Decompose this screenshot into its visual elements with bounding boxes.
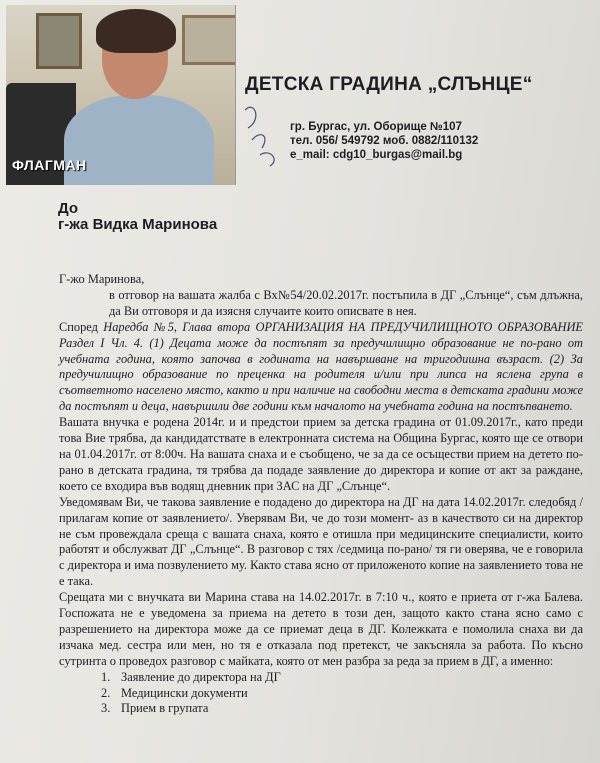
- list-item: 1. Заявление до директора на ДГ: [101, 669, 281, 684]
- paragraph-regulation: [59, 320, 583, 415]
- recipient-name: г-жа Видка Маринова: [58, 216, 218, 233]
- regulation-quote: Наредба №5, Глава втора ОРГАНИЗАЦИЯ НА ПРЕДУЧИЛИЩНОТО ОБРАЗОВАНИЕ Раздел I Чл. 4. (1) Децата може да постъпят за предучилищно образование не по-рано от учебната година, която започва в годината на навършване на тригодишна възраст. (2) За предучилищно образование по преценка на родителя и/или при липса на яслена група в съответното населено място, както и при наличие на свободни места в детската градини може да постъпят и деца, навършили две години към началото на учебната година на постъпването.: [59, 319, 583, 414]
- list-item: 3. Прием в групата: [101, 701, 209, 716]
- portrait-photo: [6, 5, 236, 185]
- paragraph-granddaughter: Вашата внучка е родена 2014г. и и предстои прием за детска градина от 01.09.2017г., като преди това Вие трябва, да кандидатствате в електронната система на Община Бургас, която ще се отвори на 01.04.2017г. от 8:00ч. На вашата снаха и е съобщено, че за да се осъществи прием на детето по- рано в детската градина, тя трябва да подаде заявление до директора и копие от акт за раждане, което се входира във водящ дневник при ЗАС на ДГ „Слънце“.: [59, 415, 583, 493]
- recipient-label: До: [58, 200, 79, 217]
- wall-picture: [182, 15, 236, 65]
- salutation: Г-жо Маринова,: [59, 272, 145, 286]
- list-item: 2. Медицински документи: [101, 685, 248, 700]
- school-name: ДЕТСКА ГРАДИНА „СЛЪНЦЕ“: [245, 74, 533, 95]
- admission-steps-list: [59, 670, 583, 718]
- person-hair: [96, 9, 176, 53]
- paragraph-application: Уведомявам Ви, че такова заявление е подадено до директора на ДГ на дата 14.02.2017г. следобяд /прилагам копие от заявлението/. Уверявам Ви, че до този момент- аз в качеството си на директор не съм провеждала среща с вашата снаха, която е отишла при медицинските специалисти, които работят и обслужват ДГ „Слънце“. В разговор с тях /седмица по-рано/ тя ги оверява, че е говорила с директора и има позвулението му. Както става ясно от приложеното копие на заявлението това не е така.: [59, 494, 583, 589]
- school-phone: тел. 056/ 549792 моб. 0882/110132: [290, 135, 479, 147]
- wall-picture: [36, 13, 82, 69]
- paragraph-reply: в отговор на вашата жалба с Вх№54/20.02.2017г. постъпила в ДГ „Слънце“, съм длъжна, да Ви отговоря и да изясня случаите които описвате в нея.: [109, 287, 583, 318]
- school-address: гр. Бургас, ул. Оборище №107: [290, 121, 462, 133]
- watermark-logo: ФЛАГМАН: [12, 157, 87, 173]
- handwritten-signature: [240, 100, 290, 170]
- school-email: e_mail: cdg10_burgas@mail.bg: [290, 149, 463, 161]
- letter-body: [59, 272, 583, 717]
- regulation-intro: Според: [59, 319, 104, 334]
- paragraph-meeting: Срещата ми с внучката ви Марина става на 14.02.2017г. в 7:10 ч., която е приета от г-жа Балева. Госпожата не е уведомена за приема на детето в този ден, защото както стана ясно само с разрешението на директора може да се приемат деца в ДГ. Колежката е помолила снаха ви да изчака мед. сестра или мен, но тя е отказала под претекст, че закъсняла за работа. По късно сутринта о проведох разговор с майката, която от мен разбра за реда за прием в ДГ, а именно:: [59, 590, 583, 668]
